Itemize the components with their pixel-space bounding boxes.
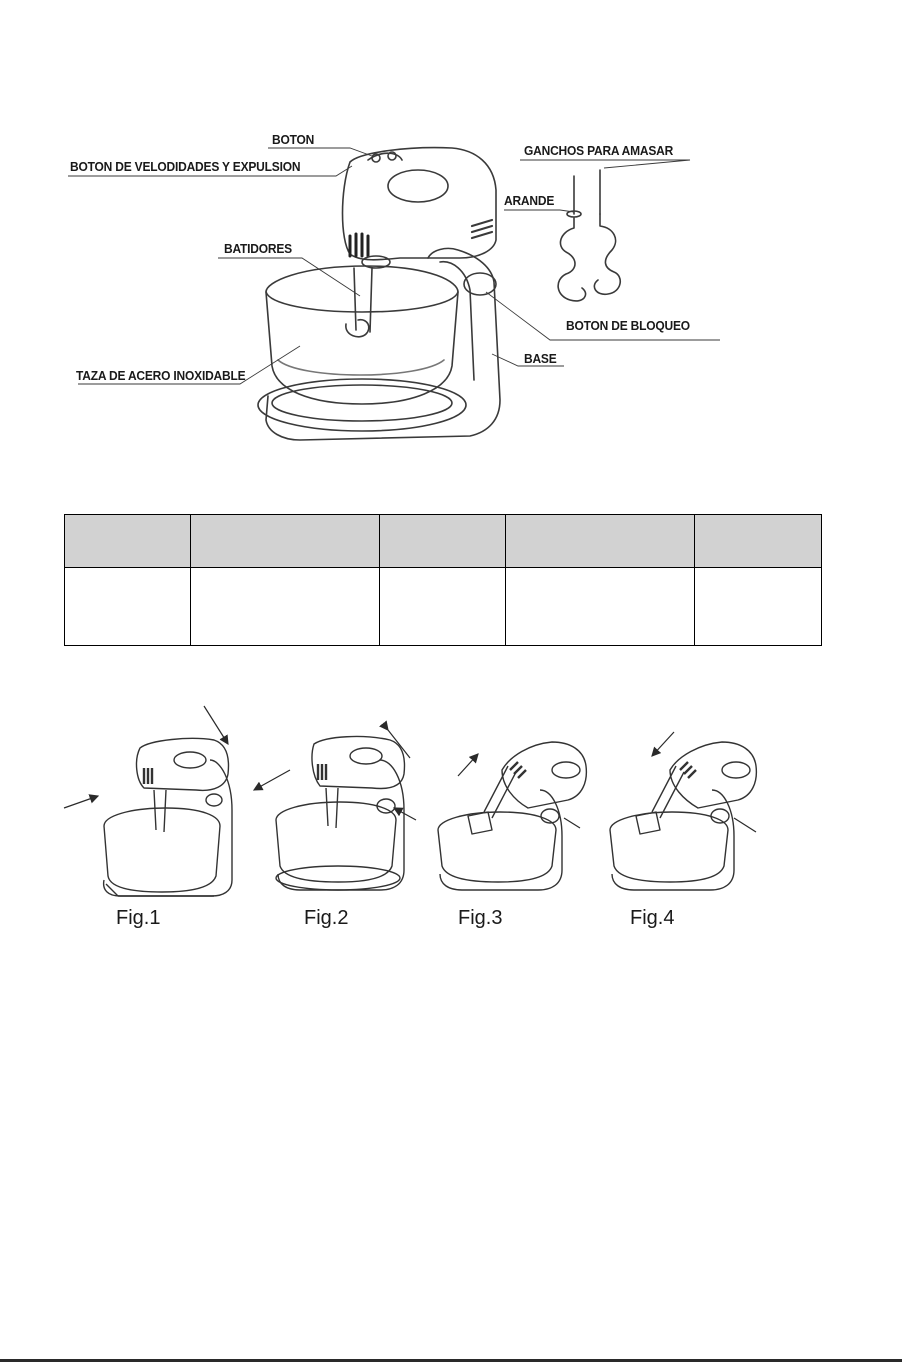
fig-3-caption: Fig.3 [458,907,503,929]
label-batidores: BATIDORES [224,241,292,257]
label-arande: ARANDE [504,193,555,209]
fig-2-illustration [276,737,404,890]
label-boton: BOTON [272,132,315,148]
fig-4-caption: Fig.4 [630,907,675,929]
fig-2-caption: Fig.2 [304,907,349,929]
label-boton-velocidades: BOTON DE VELODIDADES Y EXPULSION [70,159,301,175]
label-base: BASE [524,351,557,367]
fig-1-illustration [104,738,232,896]
fig-3-illustration [438,742,586,890]
label-taza: TAZA DE ACERO INOXIDABLE [76,368,246,384]
label-boton-bloqueo: BOTON DE BLOQUEO [566,318,690,334]
fig-1-caption: Fig.1 [116,907,161,929]
fig-4-illustration [610,742,756,890]
label-ganchos: GANCHOS PARA AMASAR [524,143,674,159]
